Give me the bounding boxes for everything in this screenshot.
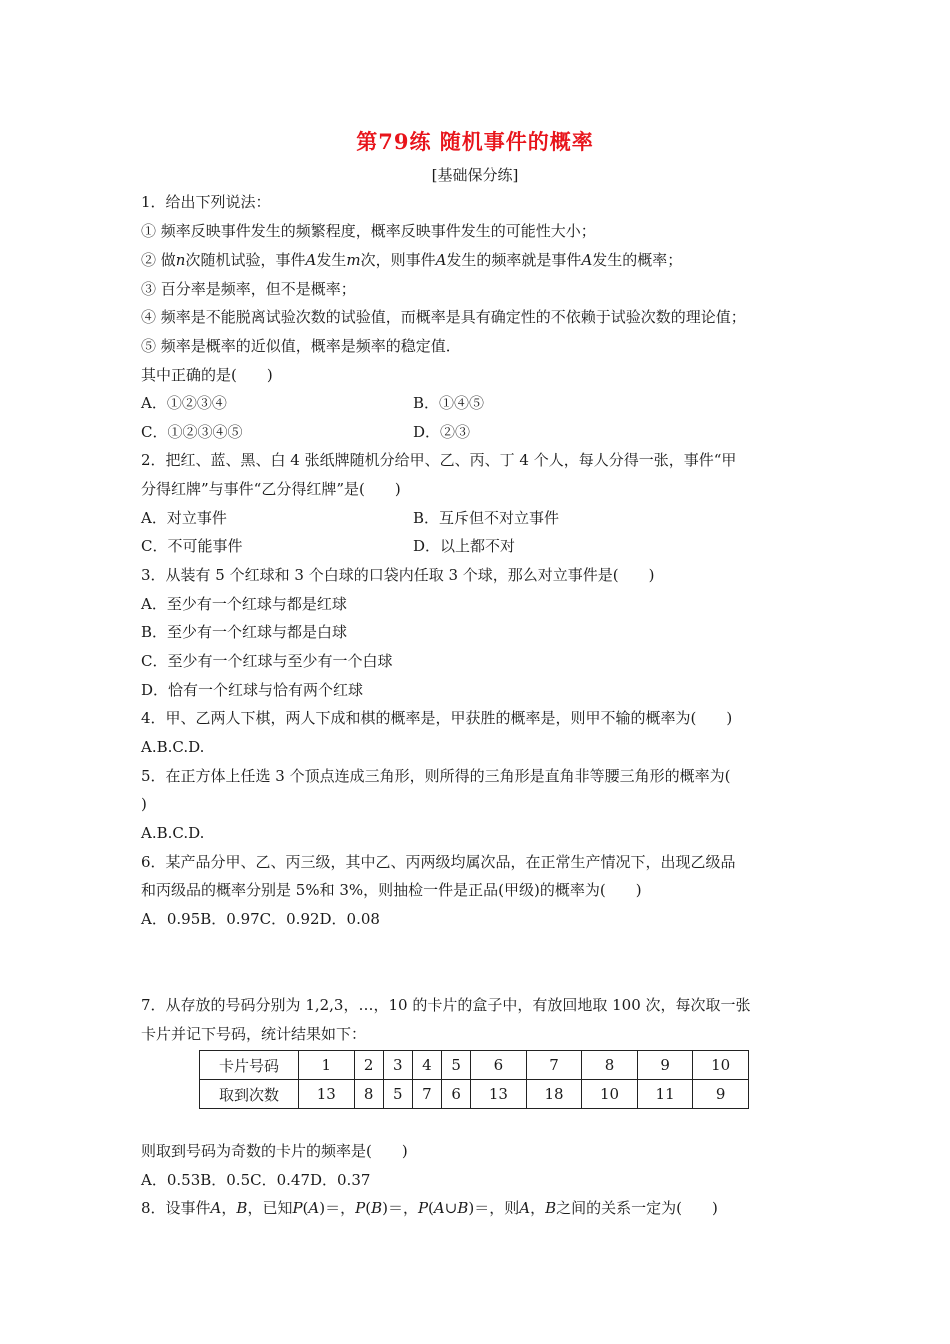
section-subtitle: [基础保分练] xyxy=(431,166,519,184)
table-cell: 2 xyxy=(354,1051,383,1080)
table-cell: 5 xyxy=(383,1080,412,1109)
table-cell: 9 xyxy=(693,1080,749,1109)
table-cell: 18 xyxy=(526,1080,582,1109)
q1-item-3: ③ 百分率是频率，但不是概率； xyxy=(141,280,356,298)
q2-option-d: D．以上都不对 xyxy=(413,537,516,555)
q2-option-b: B．互斥但不对立事件 xyxy=(413,509,560,527)
table-cell: 7 xyxy=(526,1051,582,1080)
q1-item-2: ② 做n次随机试验，事件A发生m次，则事件A发生的频率就是事件A发生的概率； xyxy=(141,251,683,269)
q3-option-b: B．至少有一个红球与都是白球 xyxy=(141,623,348,641)
q3-option-a: A．至少有一个红球与都是红球 xyxy=(141,595,347,613)
q1-item-4: ④ 频率是不能脱离试验次数的试验值，而概率是具有确定性的不依赖于试验次数的理论值； xyxy=(141,308,746,326)
table-header-card-number: 卡片号码 xyxy=(200,1051,299,1080)
table-cell: 11 xyxy=(637,1080,693,1109)
table-cell: 10 xyxy=(582,1080,638,1109)
table-cell: 5 xyxy=(442,1051,471,1080)
table-cell: 13 xyxy=(299,1080,355,1109)
table-cell: 8 xyxy=(582,1051,638,1080)
table-cell: 8 xyxy=(354,1080,383,1109)
q5-options: A.B.C.D. xyxy=(141,824,205,842)
q1-option-a: A．①②③④ xyxy=(141,394,227,412)
table-header-draw-count: 取到次数 xyxy=(200,1080,299,1109)
table-row-draw-counts xyxy=(200,1080,749,1109)
q3-option-c: C．至少有一个红球与至少有一个白球 xyxy=(141,652,393,670)
q8-stem: 8．设事件A，B，已知P(A)＝，P(B)＝，P(A∪B)＝，则A，B之间的关系一定为( ) xyxy=(141,1199,718,1217)
page-title: 第79练 随机事件的概率 xyxy=(356,129,594,154)
table-cell: 7 xyxy=(412,1080,441,1109)
table-cell: 6 xyxy=(442,1080,471,1109)
q1-stem: 1．给出下列说法： xyxy=(141,193,271,211)
table-cell: 4 xyxy=(412,1051,441,1080)
q2-stem-line-1: 2．把红、蓝、黑、白 4 张纸牌随机分给甲、乙、丙、丁 4 个人，每人分得一张，事件“甲 xyxy=(141,451,737,469)
q1-option-d: D．②③ xyxy=(413,423,471,441)
q6-stem-line-2: 和丙级品的概率分别是 5%和 3%，则抽检一件是正品(甲级)的概率为( ) xyxy=(141,881,642,899)
q4-options: A.B.C.D. xyxy=(141,738,205,756)
table-cell: 10 xyxy=(693,1051,749,1080)
table-cell: 9 xyxy=(637,1051,693,1080)
q1-ask: 其中正确的是( ) xyxy=(141,366,273,384)
q7-stem-line-1: 7．从存放的号码分别为 1,2,3，…，10 的卡片的盒子中，有放回地取 100 次，每次取一张 xyxy=(141,996,751,1014)
table-cell: 3 xyxy=(383,1051,412,1080)
q7-stem-line-2: 卡片并记下号码，统计结果如下： xyxy=(141,1025,367,1043)
q1-item-1: ① 频率反映事件发生的频繁程度，概率反映事件发生的可能性大小； xyxy=(141,222,596,240)
q4-stem: 4．甲、乙两人下棋，两人下成和棋的概率是，甲获胜的概率是，则甲不输的概率为( ) xyxy=(141,709,733,727)
q5-stem-line-1: 5．在正方体上任选 3 个顶点连成三角形，则所得的三角形是直角非等腰三角形的概率为( xyxy=(141,767,731,785)
card-count-table xyxy=(199,1050,749,1109)
q3-stem: 3．从装有 5 个红球和 3 个白球的口袋内任取 3 个球，那么对立事件是( ) xyxy=(141,566,655,584)
q3-option-d: D．恰有一个红球与恰有两个红球 xyxy=(141,681,364,699)
table-cell: 1 xyxy=(299,1051,355,1080)
table-cell: 6 xyxy=(471,1051,527,1080)
q7-options: A．0.53B．0.5C．0.47D．0.37 xyxy=(141,1171,371,1189)
q6-stem-line-1: 6．某产品分甲、乙、丙三级，其中乙、丙两级均属次品，在正常生产情况下，出现乙级品 xyxy=(141,853,736,871)
q7-ask: 则取到号码为奇数的卡片的频率是( ) xyxy=(141,1142,408,1160)
q5-stem-line-2: ) xyxy=(141,795,147,813)
q6-options: A．0.95B．0.97C．0.92D．0.08 xyxy=(141,910,380,928)
table-cell: 13 xyxy=(471,1080,527,1109)
q2-option-c: C．不可能事件 xyxy=(141,537,243,555)
q1-item-5: ⑤ 频率是概率的近似值，概率是频率的稳定值． xyxy=(141,337,461,355)
q1-option-b: B．①④⑤ xyxy=(413,394,485,412)
table-row-card-numbers xyxy=(200,1051,749,1080)
q2-option-a: A．对立事件 xyxy=(141,509,227,527)
q2-stem-line-2: 分得红牌”与事件“乙分得红牌”是( ) xyxy=(141,480,401,498)
q1-option-c: C．①②③④⑤ xyxy=(141,423,243,441)
